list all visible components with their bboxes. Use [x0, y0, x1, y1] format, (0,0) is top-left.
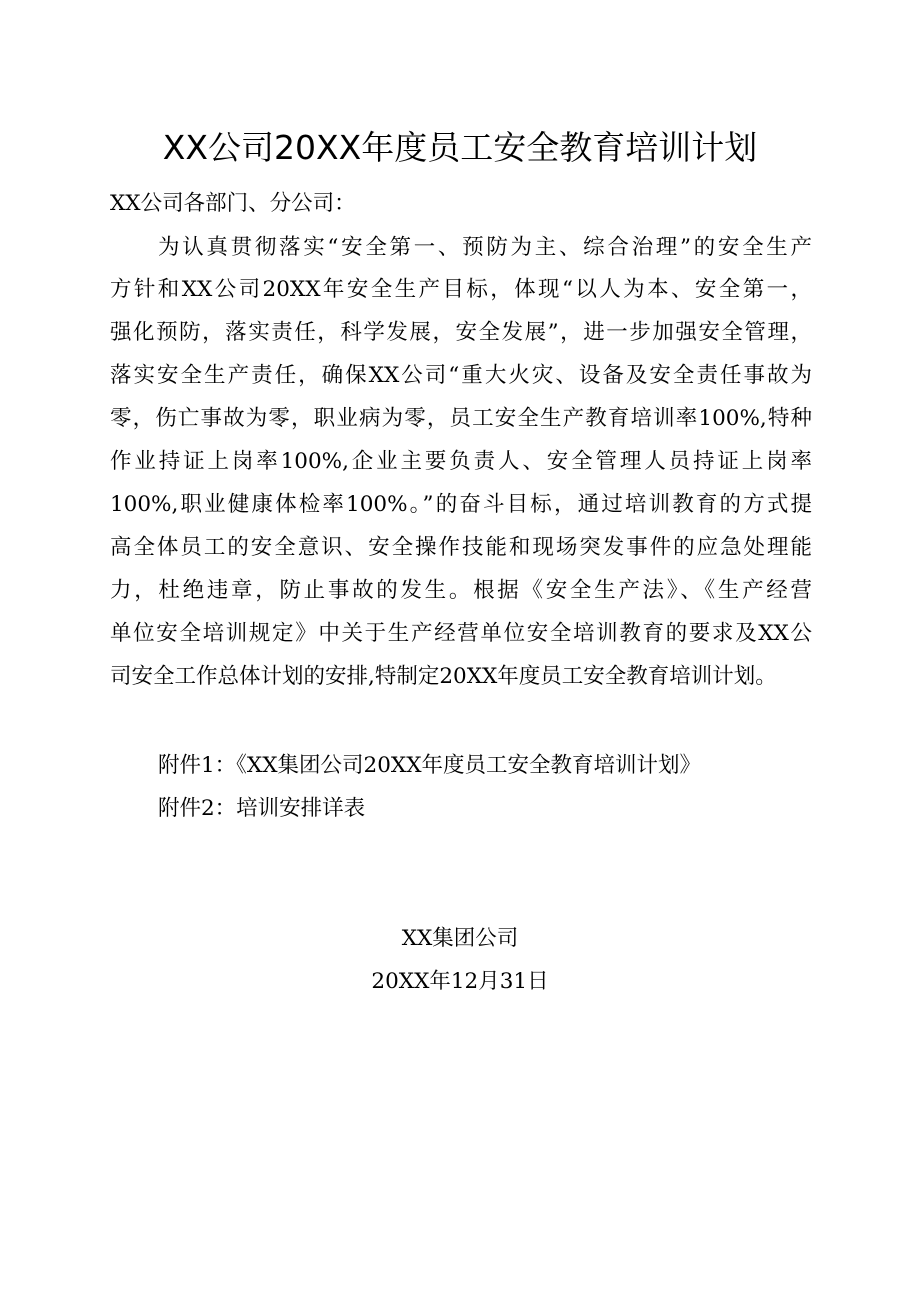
body-line-4: 落实安全生产责任，确保XX公司“重大火灾、设备及安全责任事故为: [110, 363, 812, 388]
body-line-7: 100%,职业健康体检率100%。”的奋斗目标，通过培训教育的方式提: [110, 492, 812, 517]
body-line-9: 力，杜绝违章，防止事故的发生。根据《安全生产法》、《生产经营: [110, 578, 812, 603]
body-line-2: 方针和XX公司20XX年安全生产目标，体现“以人为本、安全第一，: [110, 277, 812, 302]
attachment-1: 附件1：《XX集团公司20XX年度员工安全教育培训计划》: [158, 753, 702, 778]
body-line-8: 高全体员工的安全意识、安全操作技能和现场突发事件的应急处理能: [110, 535, 812, 560]
document-title: XX公司20XX年度员工安全教育培训计划: [162, 128, 758, 167]
signature-organization: XX集团公司: [401, 926, 519, 951]
body-line-5: 零，伤亡事故为零，职业病为零，员工安全生产教育培训率100%,特种: [110, 406, 812, 431]
body-line-1: 为认真贯彻落实“安全第一、预防为主、综合治理”的安全生产: [158, 235, 812, 260]
attachment-2: 附件2：培训安排详表: [158, 796, 366, 821]
body-line-3: 强化预防，落实责任，科学发展，安全发展”，进一步加强安全管理，: [110, 320, 812, 345]
body-line-10: 单位安全培训规定》中关于生产经营单位安全培训教育的要求及XX公: [110, 621, 812, 646]
body-line-6: 作业持证上岗率100%,企业主要负责人、安全管理人员持证上岗率: [110, 449, 812, 474]
salutation: XX公司各部门、分公司：: [110, 191, 356, 216]
signature-date: 20XX年12月31日: [371, 969, 549, 994]
body-line-11: 司安全工作总体计划的安排,特制定20XX年度员工安全教育培训计划。: [110, 664, 777, 689]
